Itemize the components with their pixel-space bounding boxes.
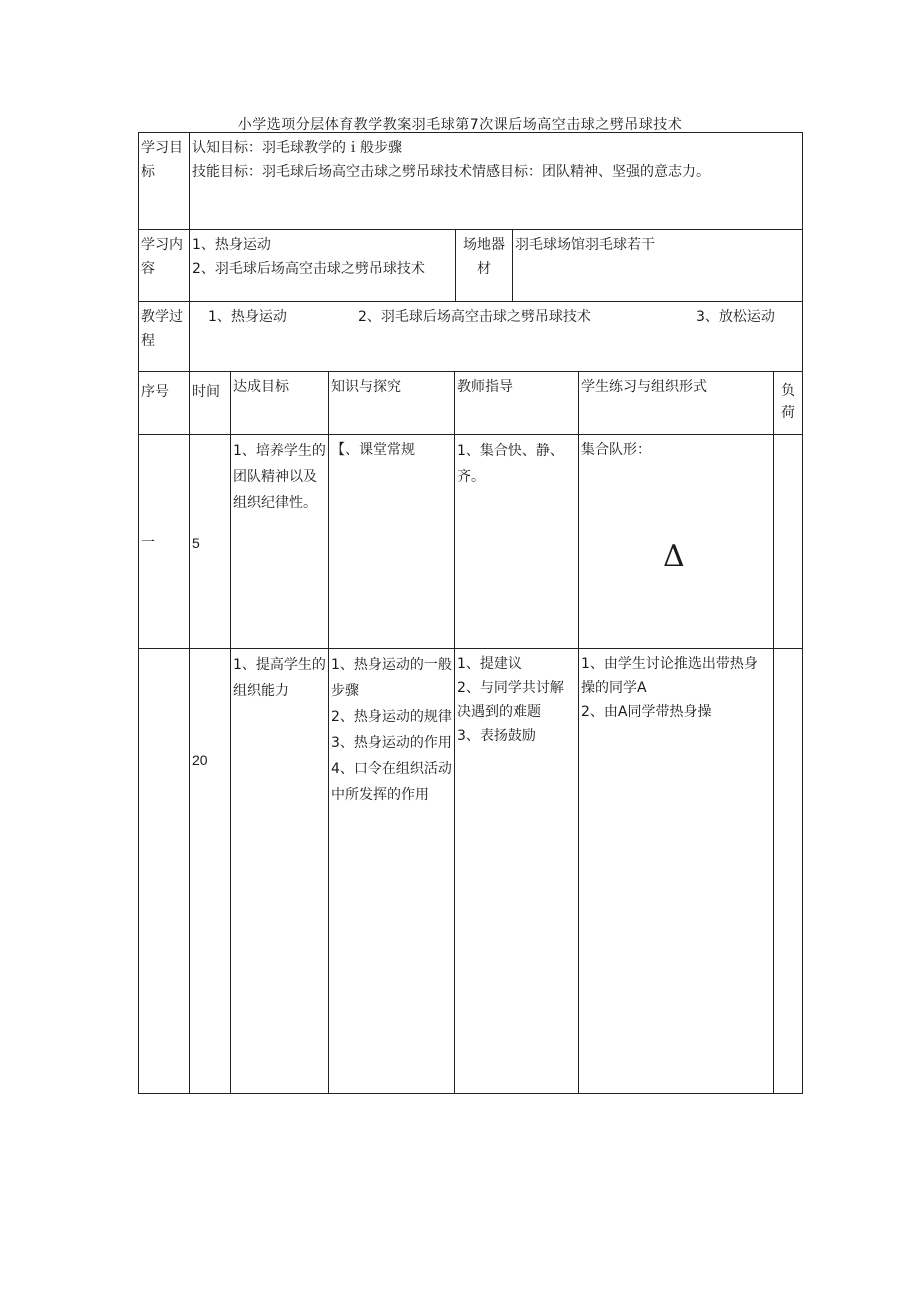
content-label: 学习内容 bbox=[139, 230, 190, 302]
lesson-plan-table bbox=[138, 132, 803, 1094]
row2-student-item-1: 1、由学生讨论推选出带热身操的同学A bbox=[581, 656, 758, 696]
venue-label: 场地器材 bbox=[456, 230, 513, 302]
row1-knowledge bbox=[329, 435, 455, 649]
header-load: 负荷 bbox=[774, 372, 803, 435]
content-items bbox=[190, 230, 456, 302]
goals-cognitive: 认知目标：羽毛球教学的ｉ般步骤 bbox=[192, 140, 402, 156]
row1-time: 5 bbox=[190, 435, 231, 649]
row2-load bbox=[774, 649, 803, 1094]
content-item-2: 2、羽毛球后场高空击球之劈吊球技术 bbox=[192, 261, 425, 277]
row2-goal: 1、提高学生的组织能力 bbox=[231, 649, 329, 1094]
goals-label: 学习目标 bbox=[139, 133, 190, 230]
formation-triangle-icon: Δ bbox=[663, 539, 685, 574]
row1-teacher bbox=[455, 435, 579, 649]
venue-value: 羽毛球场馆羽毛球若干 bbox=[513, 230, 803, 302]
process-steps bbox=[190, 302, 803, 372]
row2-knowledge-item-1: 1、热身运动的一般步骤 bbox=[331, 657, 452, 699]
header-seq: 序号 bbox=[139, 372, 190, 435]
row1-knowledge-item: 【、课堂常规 bbox=[331, 442, 415, 458]
process-step-1: 1、热身运动 bbox=[208, 309, 287, 325]
header-teacher: 教师指导 bbox=[455, 372, 579, 435]
row1-seq: 一 bbox=[139, 435, 190, 649]
row2-knowledge-item-4: 4、口令在组织活动中所发挥的作用 bbox=[331, 761, 452, 803]
goals-content bbox=[190, 133, 803, 230]
row2-teacher-item-3: 3、表扬鼓励 bbox=[457, 728, 536, 744]
row2-student bbox=[579, 649, 774, 1094]
row2-knowledge-item-2: 2、热身运动的规律 bbox=[331, 709, 452, 725]
row2-seq bbox=[139, 649, 190, 1094]
row1-teacher-item: 1、集合快、静、齐。 bbox=[457, 443, 564, 485]
row1-goal: 1、培养学生的团队精神以及组织纪律性。 bbox=[231, 435, 329, 649]
goals-skill: 技能目标：羽毛球后场高空击球之劈吊球技术情感目标：团队精神、坚强的意志力。 bbox=[192, 164, 710, 180]
row2-teacher-item-1: 1、提建议 bbox=[457, 656, 522, 672]
header-knowledge: 知识与探究 bbox=[329, 372, 455, 435]
row2-teacher-item-2: 2、与同学共讨解决遇到的难题 bbox=[457, 680, 564, 720]
process-step-3: 3、放松运动 bbox=[696, 309, 775, 325]
row2-knowledge-item-3: 3、热身运动的作用 bbox=[331, 735, 452, 751]
content-item-1: 1、热身运动 bbox=[192, 237, 271, 253]
row2-teacher bbox=[455, 649, 579, 1094]
row2-knowledge bbox=[329, 649, 455, 1094]
header-goal: 达成目标 bbox=[231, 372, 329, 435]
header-student: 学生练习与组织形式 bbox=[579, 372, 774, 435]
document-title: 小学选项分层体育教学教案羽毛球第7次课后场高空击球之劈吊球技术 bbox=[237, 117, 683, 133]
row1-load bbox=[774, 435, 803, 649]
row2-time: 20 bbox=[190, 649, 231, 1094]
row2-student-item-2: 2、由A同学带热身操 bbox=[581, 704, 712, 720]
row1-student bbox=[579, 435, 774, 649]
row1-student-item: 集合队形： bbox=[581, 442, 651, 458]
process-step-2: 2、羽毛球后场高空击球之劈吊球技术 bbox=[358, 309, 591, 325]
process-label: 教学过程 bbox=[139, 302, 190, 372]
header-time: 时间 bbox=[190, 372, 231, 435]
